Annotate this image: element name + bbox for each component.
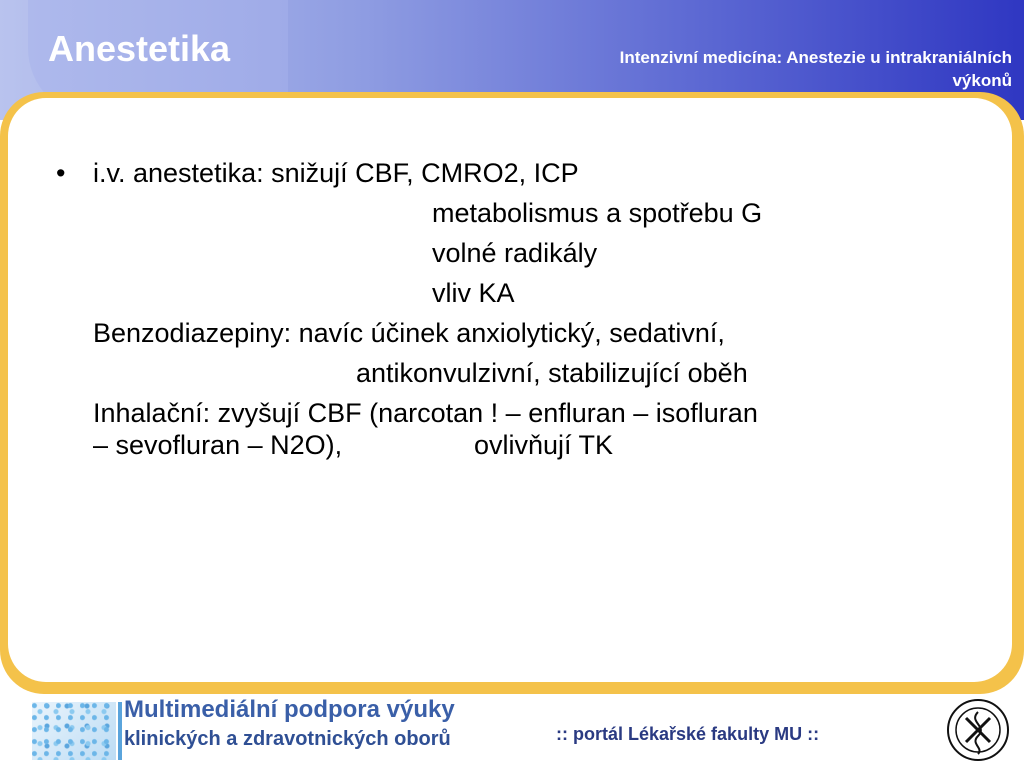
text-line: metabolismus a spotřebu G [432,198,763,228]
text-line: Benzodiazepiny: navíc účinek anxiolytický, sedativní, [93,318,725,348]
footer-logo-pattern [32,702,116,760]
slide-subtitle [492,46,1012,92]
subtitle-line-1: Intenzivní medicína: Anestezie u intrakraniálních [619,48,1012,67]
text-line: i.v. anestetika: snižují CBF, CMRO2, ICP [93,158,579,188]
slide-title: Anestetika [48,28,231,69]
text-line: antikonvulzivní, stabilizující oběh [356,358,748,388]
text-line: Inhalační: zvyšují CBF (narcotan ! – enfluran – isofluran [93,398,758,428]
content-frame [0,92,1024,694]
text-line: ovlivňují TK [474,430,614,460]
content-panel [8,98,1012,682]
portal-link[interactable]: :: portál Lékařské fakulty MU :: [556,724,820,744]
footer-divider [118,702,122,760]
bullet-icon: • [56,158,66,188]
text-line: volné radikály [432,238,598,268]
footer-title-line-2: klinických a zdravotnických oborů [124,728,451,750]
faculty-seal-icon [946,698,1010,762]
footer [0,694,1024,768]
footer-title-line-1: Multimediální podpora výuky [124,696,455,723]
text-line: – sevofluran – N2O), [93,430,343,460]
text-line: vliv KA [432,278,515,308]
subtitle-line-2: výkonů [952,71,1012,90]
